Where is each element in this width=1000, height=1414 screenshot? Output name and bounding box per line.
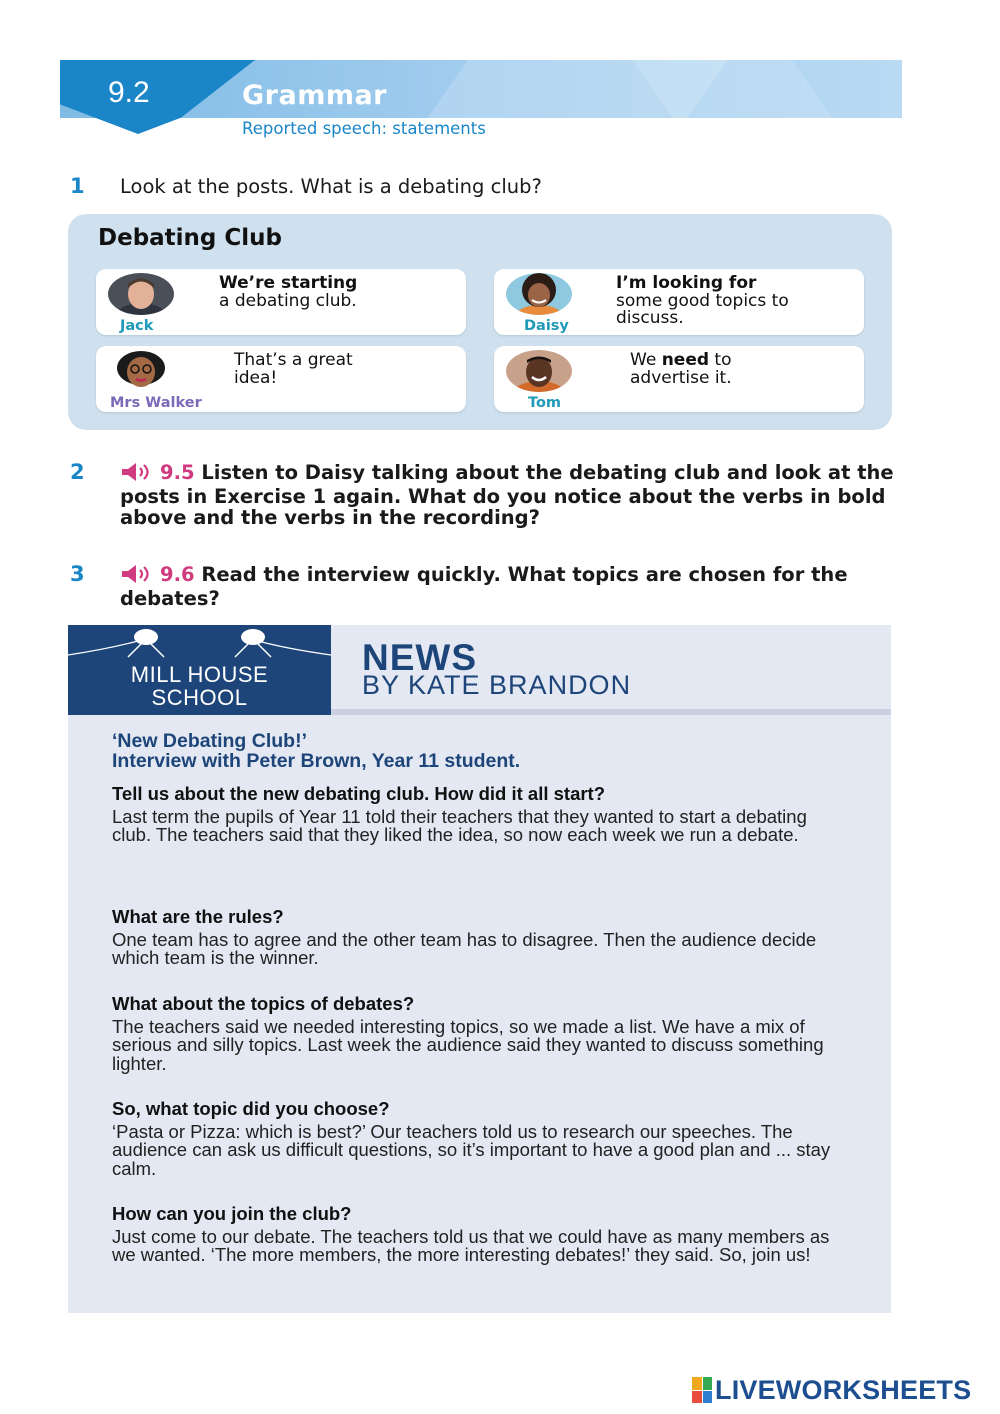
- answer: The teachers said we needed interesting topics, so we made a list. We have a mix of serious and silly topics. Last week the audience said they wanted to discuss something lighter.: [112, 1015, 824, 1074]
- section-title: Grammar: [242, 80, 387, 111]
- audio-track-number: 9.6: [160, 563, 195, 586]
- unit-number: 9.2: [108, 76, 150, 109]
- liveworksheets-logo: [692, 1374, 971, 1406]
- post-daisy: [494, 269, 864, 335]
- exercise-instruction: [120, 462, 910, 529]
- answer: One team has to agree and the other team has to disagree. Then the audience decide which team is the winner.: [112, 928, 817, 969]
- post-mrs-walker: [96, 346, 466, 412]
- exercise-number: 3: [70, 562, 85, 586]
- exercise-number: 1: [70, 174, 85, 198]
- post-author: Tom: [528, 395, 562, 411]
- news-title: NEWS: [362, 637, 477, 678]
- question: How can you join the club?: [112, 1203, 352, 1224]
- news-byline: BY KATE BRANDON: [362, 670, 632, 700]
- school-name: MILL HOUSE SCHOOL: [130, 662, 269, 710]
- answer: Last term the pupils of Year 11 told their teachers that they wanted to start a debating club. The teachers said that they liked the idea, so now each week we run a debate.: [112, 805, 807, 846]
- post-author: Jack: [120, 318, 154, 334]
- exercise-instruction: Look at the posts. What is a debating club?: [120, 175, 542, 198]
- qa-block: [112, 908, 852, 968]
- liveworksheets-icon: [692, 1377, 712, 1403]
- qa-block: [112, 785, 842, 845]
- post-jack: [96, 269, 466, 335]
- answer: Just come to our debate. The teachers told us that we could have as many members as we wanted. ‘The more members, the more interesting debates!’ they said. So, join us!: [112, 1225, 830, 1266]
- avatar-mrs-walker: [108, 350, 174, 392]
- question: What are the rules?: [112, 906, 284, 927]
- watermark-text: LIVEWORKSHEETS: [715, 1374, 972, 1405]
- article-headline: ‘New Debating Club!’ Interview with Peter Brown, Year 11 student.: [112, 730, 521, 772]
- panel-title: Debating Club: [98, 225, 282, 251]
- audio-speaker-icon[interactable]: [120, 565, 160, 588]
- section-subtitle: Reported speech: statements: [242, 119, 486, 138]
- post-tom: [494, 346, 864, 412]
- post-text: We’re starting a debating club.: [219, 273, 358, 311]
- news-article: [68, 625, 891, 1313]
- exercise-text: Listen to Daisy talking about the debating club and look at the posts in Exercise 1 again. What do you notice about the verbs in bold above and the verbs in the recording?: [120, 461, 894, 529]
- qa-block: [112, 1205, 852, 1265]
- avatar-jack: [108, 273, 174, 315]
- answer: ‘Pasta or Pizza: which is best?’ Our teachers told us to research our speeches. The audience can ask us difficult questions, so it’s important to have a good plan and ... stay calm.: [112, 1120, 831, 1179]
- qa-block: [112, 995, 852, 1074]
- post-author: Mrs Walker: [110, 395, 202, 411]
- exercise-number: 2: [70, 460, 85, 484]
- avatar-tom: [506, 350, 572, 392]
- qa-block: [112, 1100, 852, 1179]
- post-text: That’s a great idea!: [234, 350, 353, 388]
- audio-track-number: 9.5: [160, 461, 195, 484]
- exercise-instruction: [120, 564, 910, 609]
- post-text: We need to advertise it.: [630, 350, 732, 388]
- school-masthead: [68, 625, 331, 715]
- question: Tell us about the new debating club. How did it all start?: [112, 783, 606, 804]
- post-text: I’m looking for some good topics to discuss.: [616, 273, 789, 328]
- question: So, what topic did you choose?: [112, 1098, 390, 1119]
- post-author: Daisy: [524, 318, 569, 334]
- avatar-daisy: [506, 273, 572, 315]
- exercise-text: Read the interview quickly. What topics are chosen for the debates?: [120, 563, 848, 610]
- question: What about the topics of debates?: [112, 993, 415, 1014]
- debating-club-panel: [68, 214, 892, 430]
- audio-speaker-icon[interactable]: [120, 463, 160, 486]
- divider: [331, 709, 891, 715]
